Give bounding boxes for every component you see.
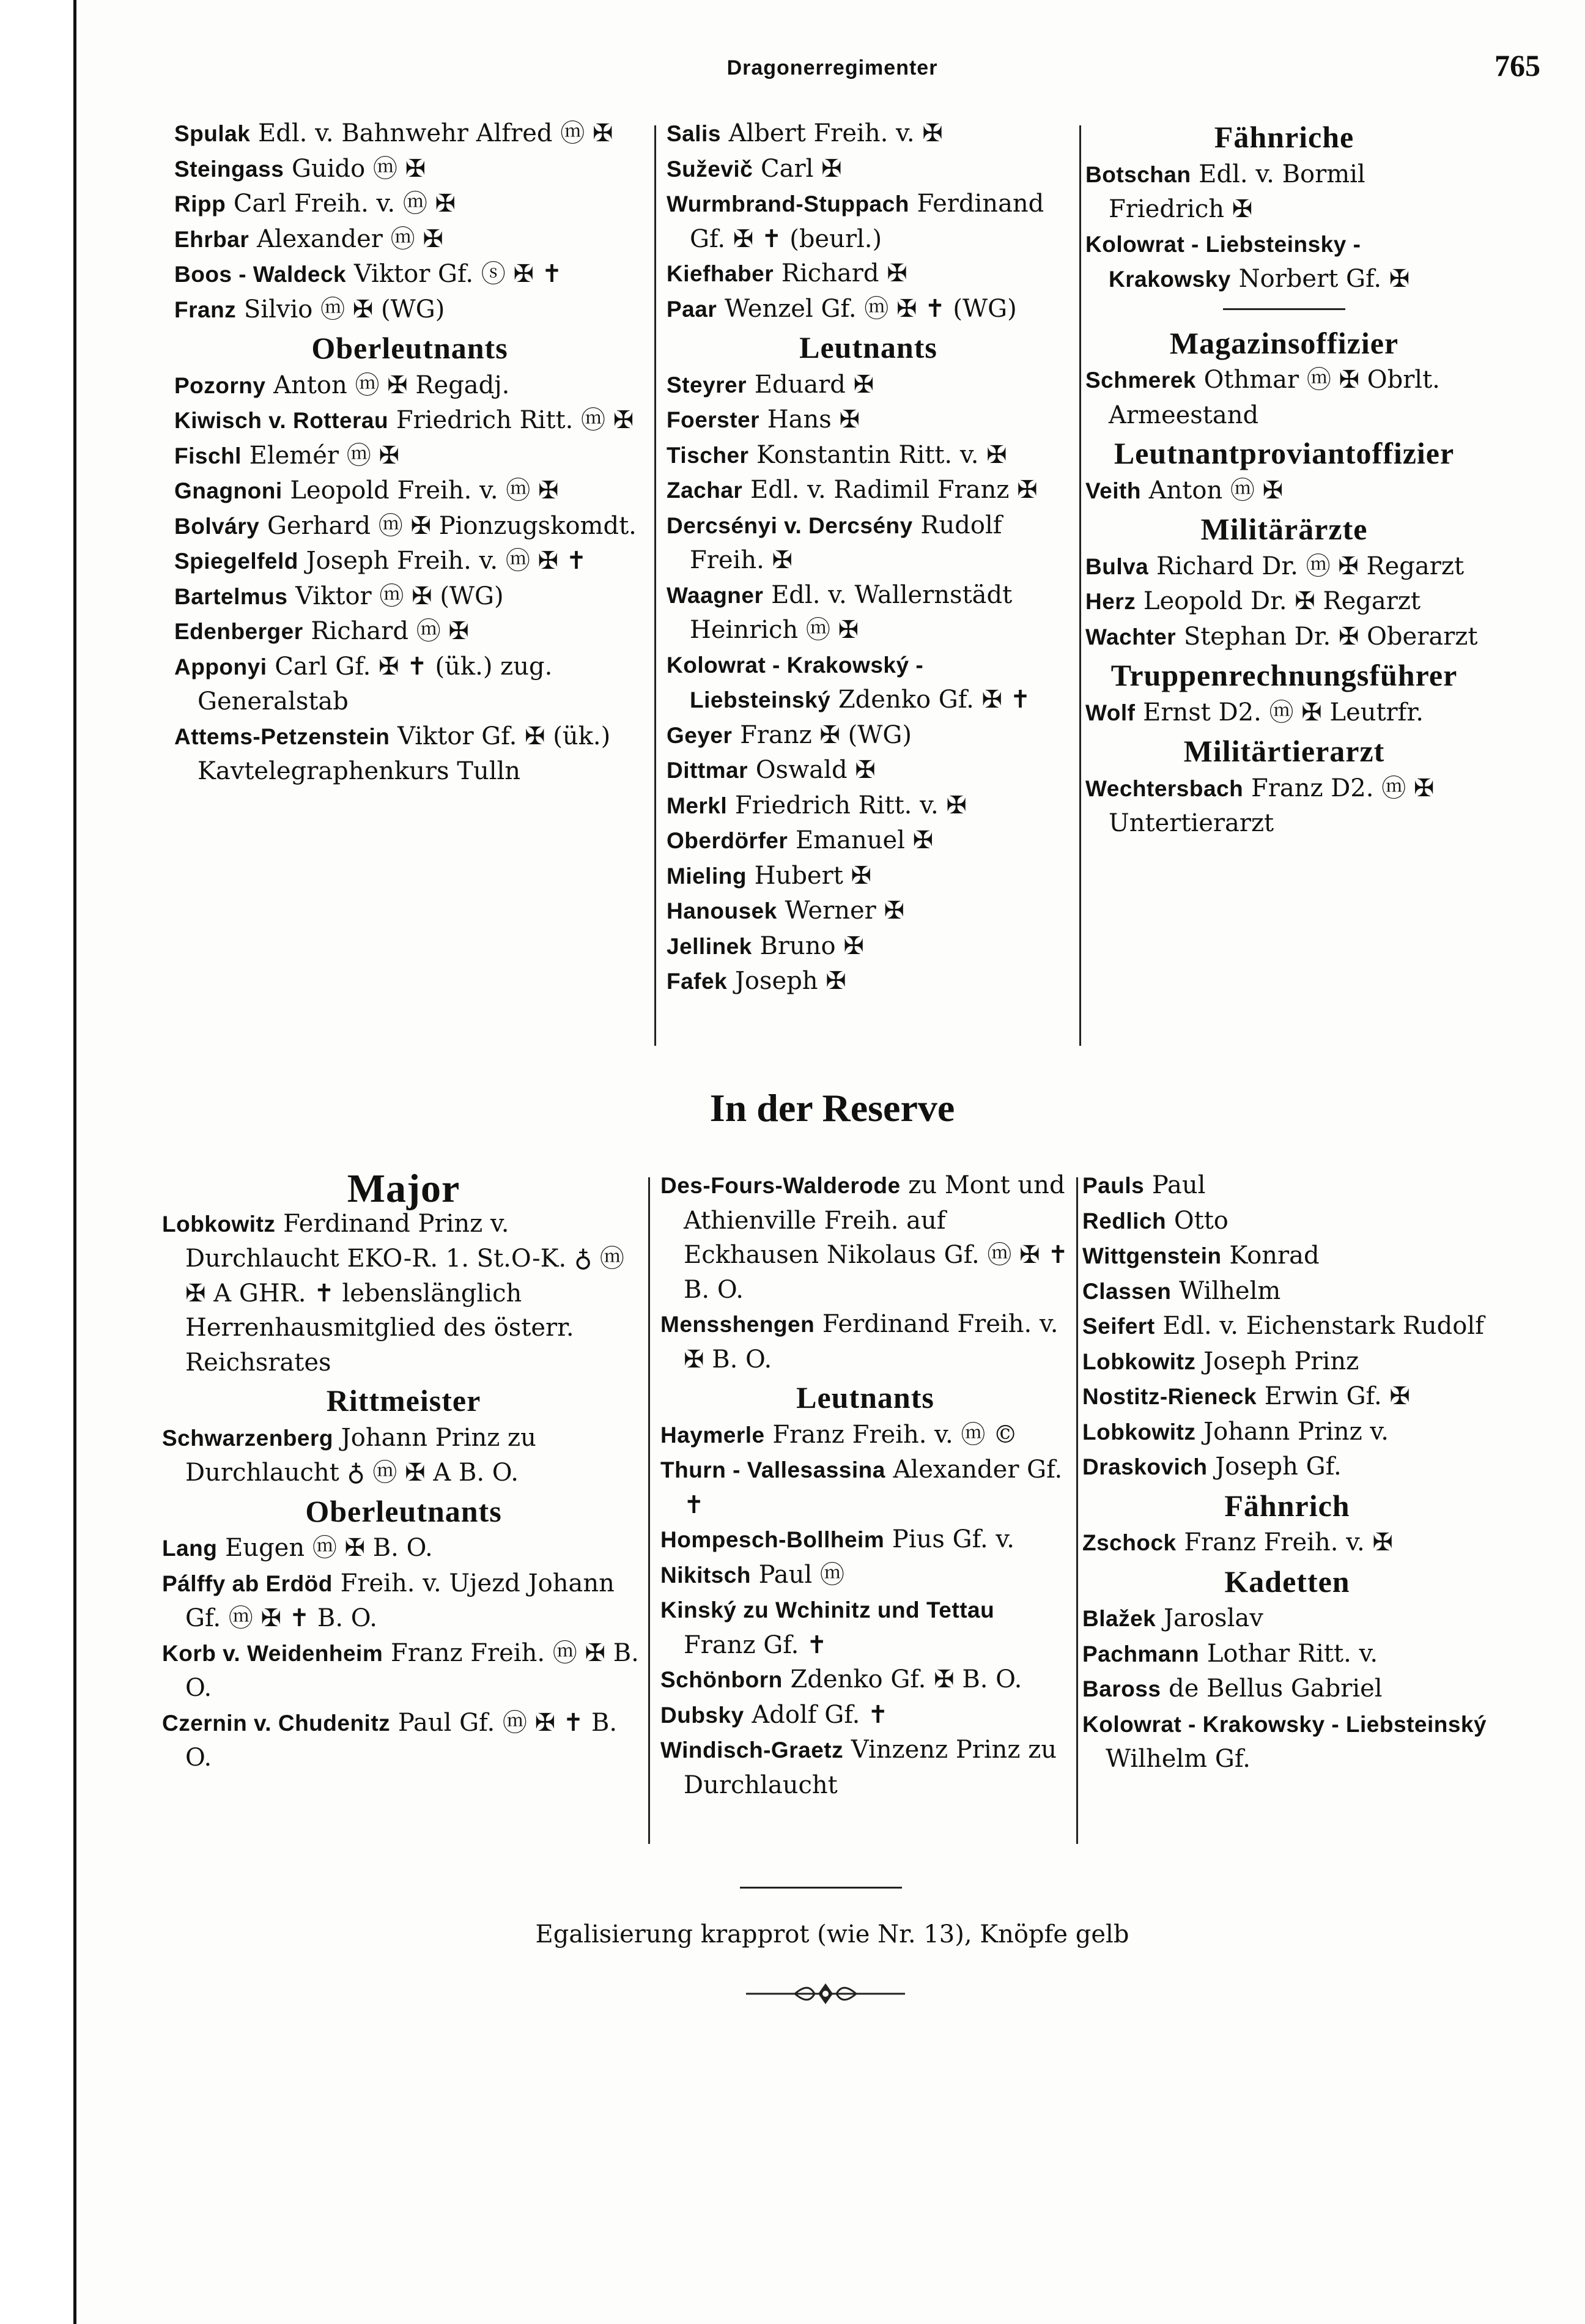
roster-entry — [1085, 549, 1483, 585]
officer-surname: Pozorny — [174, 372, 266, 398]
officer-surname: Nikitsch — [660, 1562, 751, 1588]
officer-details: Viktor ⓜ ✠ (WG) — [287, 582, 504, 610]
officer-surname: Steyrer — [667, 372, 747, 398]
officer-surname: Ripp — [174, 191, 226, 216]
reserve-leutnants-list — [660, 1418, 1070, 1803]
faehnrich-list — [1082, 1525, 1492, 1561]
officer-surname: Pálffy ab Erdöd — [162, 1571, 333, 1596]
column-2-active — [667, 116, 1070, 999]
officer-surname: Czernin v. Chudenitz — [162, 1710, 391, 1736]
footer-note: Egalisierung krapprot (wie Nr. 13), Knöpfe gelb — [535, 1920, 1129, 1948]
reserve-title: In der Reserve — [709, 1086, 955, 1130]
officer-details: Werner ✠ — [777, 897, 904, 925]
officer-surname: Fischl — [174, 443, 242, 468]
officer-details: Carl ✠ — [753, 154, 842, 183]
officer-details: Carl Freih. v. ⓜ ✠ — [226, 190, 456, 218]
officer-details: Eugen ⓜ ✠ B. O. — [217, 1534, 433, 1562]
roster-entry — [660, 1452, 1070, 1522]
officer-details: Leopold Dr. ✠ Regarzt — [1136, 587, 1421, 615]
officer-surname: Pachmann — [1082, 1641, 1200, 1667]
officer-details: Pius Gf. v. — [884, 1525, 1014, 1553]
oberleutnants-list — [174, 368, 645, 789]
officer-details: Vinzenz Prinz zu Durchlaucht — [684, 1736, 1065, 1799]
officer-surname: Edenberger — [174, 619, 303, 644]
running-head: Dragonerregimenter — [726, 56, 938, 80]
officer-details: Ernst D2. ⓜ ✠ Leutrfr. — [1135, 698, 1424, 727]
roster-entry — [162, 1531, 645, 1566]
officer-details: Othmar ⓜ ✠ Obrlt. Armeestand — [1109, 366, 1448, 429]
officer-details: Joseph Freih. v. ⓜ ✠ ✝ — [298, 547, 587, 575]
officer-details: Oswald ✠ — [748, 756, 876, 784]
officer-details: Richard Dr. ⓜ ✠ Regarzt — [1148, 552, 1465, 580]
officer-details: Wenzel Gf. ⓜ ✠ ✝ (WG) — [717, 294, 1017, 323]
officer-surname: Haymerle — [660, 1422, 765, 1448]
officer-details: Elemér ⓜ ✠ — [241, 441, 399, 470]
roster-entry — [162, 1566, 645, 1636]
officer-surname: Bulva — [1085, 553, 1149, 579]
officer-surname: Redlich — [1082, 1208, 1167, 1234]
officer-surname: Geyer — [667, 722, 733, 748]
roster-entry — [174, 614, 645, 649]
roster-entry — [1085, 473, 1483, 509]
officer-surname: Attems-Petzenstein — [174, 723, 390, 749]
roster-entry — [667, 116, 1070, 152]
column-1-reserve — [162, 1168, 645, 1775]
officer-surname: Botschan — [1085, 161, 1191, 187]
major-list — [162, 1207, 645, 1380]
roster-entry — [174, 473, 645, 509]
roster-entry — [667, 402, 1070, 438]
officer-details: Leopold Freih. v. ⓜ ✠ — [282, 476, 559, 505]
roster-entry — [1082, 1238, 1492, 1274]
officer-details: Viktor Gf. ⓢ ✠ ✝ — [346, 260, 563, 288]
officer-surname: Salis — [667, 121, 721, 146]
roster-entry — [667, 578, 1070, 648]
officer-details: Franz D2. ⓜ ✠ Untertierarzt — [1109, 774, 1443, 837]
officer-details: Franz Freih. v. ✠ — [1176, 1528, 1393, 1556]
officer-details: Johann Prinz v. — [1195, 1417, 1389, 1446]
officer-surname: Kolowrat - Krakowsky - Liebsteinský — [1082, 1711, 1487, 1737]
officer-details: Alexander ⓜ ✠ — [249, 224, 443, 253]
officer-surname: Dercsényi v. Dercsény — [667, 513, 913, 538]
faehnriche-list — [1085, 157, 1483, 297]
column-3-active — [1085, 116, 1483, 841]
officer-surname: Blažek — [1082, 1606, 1156, 1631]
officer-details: Albert Freih. v. ✠ — [720, 119, 943, 147]
officer-surname: Waagner — [667, 582, 764, 608]
officer-surname: Draskovich — [1082, 1454, 1208, 1479]
officer-details: Jaroslav — [1156, 1604, 1263, 1632]
officer-details: Alexander Gf. ✝ — [684, 1456, 1070, 1519]
officer-details: Lothar Ritt. v. — [1199, 1639, 1378, 1668]
officer-details: Zdenko Gf. ✠ B. O. — [782, 1665, 1022, 1693]
leutnants-list — [667, 368, 1070, 999]
roster-entry — [1082, 1379, 1492, 1415]
roster-entry — [162, 1421, 645, 1490]
roster-entry — [1082, 1449, 1492, 1485]
officer-surname: Jellinek — [667, 933, 752, 959]
officer-details: Paul ⓜ — [750, 1560, 844, 1589]
officer-surname: Thurn - Vallesassina — [660, 1457, 885, 1482]
column-3-reserve — [1082, 1168, 1492, 1777]
officer-surname: Schmerek — [1085, 368, 1196, 393]
officer-details: Wilhelm Gf. — [1106, 1709, 1494, 1773]
officer-surname: Lobkowitz — [162, 1211, 276, 1237]
roster-entry — [667, 859, 1070, 894]
officer-details: Hubert ✠ — [746, 861, 872, 890]
page-number: 765 — [1494, 48, 1540, 83]
officer-details: Adolf Gf. ✝ — [744, 1700, 889, 1729]
column-divider — [1076, 1177, 1078, 1844]
officer-surname: Franz — [174, 297, 237, 322]
officer-surname: Ehrbar — [174, 226, 249, 252]
roster-entry — [1082, 1204, 1492, 1239]
officer-surname: Suževič — [667, 156, 753, 182]
officer-surname: Classen — [1082, 1278, 1172, 1304]
roster-entry — [1085, 157, 1483, 227]
column-2-reserve — [660, 1168, 1076, 1802]
officer-details: Gerhard ⓜ ✠ Pionzugskomdt. — [259, 511, 637, 540]
footer-rule — [740, 1887, 902, 1889]
officer-surname: Steingass — [174, 156, 284, 182]
roster-entry — [1085, 620, 1483, 655]
officer-surname: Lang — [162, 1536, 218, 1561]
officer-details: Carl Gf. ✠ ✝ (ük.) zug. Generalstab — [198, 652, 561, 716]
roster-entry — [667, 648, 1070, 718]
roster-entry — [1082, 1274, 1492, 1309]
officer-surname: Gnagnoni — [174, 478, 283, 503]
roster-entry — [174, 403, 645, 439]
roster-entry — [1085, 695, 1483, 731]
officer-details: Guido ⓜ ✠ — [284, 154, 426, 183]
roster-entry — [660, 1733, 1070, 1802]
roster-entry — [1085, 584, 1483, 620]
rittmeister-list — [162, 1421, 645, 1490]
section-header-leutnantproviantoffizier: Leutnantproviantoffizier — [1114, 436, 1455, 470]
officer-details: Hans ✠ — [759, 405, 860, 434]
officer-surname: Foerster — [667, 407, 760, 432]
officer-surname: Dubsky — [660, 1702, 744, 1728]
roster-entry — [174, 719, 645, 789]
officer-surname: Kolowrat - Krakowský - Liebsteinský — [667, 652, 930, 712]
active-officers-list — [174, 116, 645, 327]
active-officers-list — [667, 116, 1070, 327]
officer-surname: Apponyi — [174, 654, 267, 679]
roster-entry — [1085, 771, 1483, 841]
roster-entry — [174, 368, 645, 404]
officer-details: Konrad — [1221, 1242, 1320, 1270]
officer-details: Joseph Prinz — [1195, 1347, 1359, 1375]
militaeraerzte-list — [1085, 549, 1483, 655]
roster-entry — [1082, 1525, 1492, 1561]
roster-entry — [174, 544, 645, 579]
officer-surname: Lobkowitz — [1082, 1419, 1196, 1445]
roster-entry — [174, 649, 645, 719]
officer-details: Edl. v. Wallernstädt Heinrich ⓜ ✠ — [690, 580, 1020, 644]
officer-surname: Hanousek — [667, 898, 777, 923]
officer-details: de Bellus Gabriel — [1161, 1675, 1383, 1703]
column-divider — [648, 1177, 650, 1844]
proviantoffizier-list — [1085, 473, 1483, 509]
officer-details: Friedrich Ritt. ⓜ ✠ — [388, 406, 634, 434]
roster-entry — [162, 1207, 645, 1380]
officer-details: Anton ⓜ ✠ Regadj. — [265, 371, 510, 399]
section-header-kadetten: Kadetten — [1224, 1564, 1350, 1599]
roster-entry — [1085, 227, 1483, 297]
officer-details: Bruno ✠ — [752, 931, 864, 960]
officer-surname: Wolf — [1085, 700, 1136, 725]
officer-surname: Seifert — [1082, 1314, 1155, 1339]
roster-entry — [660, 1168, 1076, 1307]
officer-surname: Spulak — [174, 121, 251, 146]
roster-entry — [667, 438, 1070, 473]
roster-entry — [660, 1307, 1070, 1377]
roster-entry — [174, 257, 645, 292]
officer-surname: Lobkowitz — [1082, 1349, 1196, 1374]
officer-details: Friedrich Ritt. v. ✠ — [727, 791, 967, 820]
officer-surname: Baross — [1082, 1676, 1161, 1701]
officer-surname: Veith — [1085, 478, 1141, 503]
roster-entry — [660, 1662, 1070, 1698]
reserve-oberleutnants-list — [162, 1531, 645, 1775]
officer-surname: Bartelmus — [174, 583, 288, 609]
officer-surname: Mieling — [667, 863, 747, 889]
officer-surname: Zschock — [1082, 1530, 1177, 1555]
officer-surname: Wachter — [1085, 624, 1177, 649]
officer-details: Viktor Gf. ✠ (ük.) Kavtelegraphenkurs Tulln — [198, 722, 618, 785]
officer-surname: Nostitz-Rieneck — [1082, 1384, 1257, 1409]
section-rule — [1223, 308, 1345, 310]
officer-details: Paul Gf. ⓜ ✠ ✝ B. O. — [185, 1708, 625, 1772]
officer-surname: Schönborn — [660, 1667, 783, 1692]
officer-surname: Schwarzenberg — [162, 1425, 333, 1451]
officer-details: Emanuel ✠ — [788, 826, 934, 854]
officer-surname: Des-Fours-Walderode — [660, 1173, 901, 1198]
section-header-militaeraerzte: Militärärzte — [1200, 512, 1368, 546]
roster-entry — [667, 718, 1070, 753]
roster-entry — [667, 929, 1070, 964]
officer-details: Silvio ⓜ ✠ (WG) — [236, 295, 445, 324]
roster-entry — [1082, 1309, 1492, 1344]
officer-details: Ferdinand Freih. v. ✠ B. O. — [684, 1310, 1066, 1374]
officer-surname: Paar — [667, 296, 717, 322]
officer-details: Ferdinand Prinz v. Durchlaucht EKO-R. 1. St.O-K. ♁ ⓜ ✠ A GHR. ✝ lebenslänglich Herrenhausmitglied des österr. Reichsrates — [185, 1209, 632, 1377]
roster-entry — [667, 894, 1070, 929]
officer-details: Edl. v. Radimil Franz ✠ — [742, 476, 1038, 504]
officer-surname: Oberdörfer — [667, 828, 788, 853]
officer-details: Rudolf Freih. ✠ — [690, 511, 1010, 574]
officer-details: Edl. v. Bahnwehr Alfred ⓜ ✠ — [250, 119, 613, 147]
officer-surname: Boos - Waldeck — [174, 262, 347, 287]
section-header-faehnriche: Fähnriche — [1214, 120, 1354, 154]
roster-entry — [1082, 1637, 1492, 1672]
roster-entry — [667, 753, 1070, 788]
officer-details: Anton ⓜ ✠ — [1140, 476, 1284, 505]
roster-entry — [667, 368, 1070, 403]
officer-details: Franz Freih. v. ⓜ © — [764, 1420, 1018, 1449]
section-header-major: Major — [347, 1166, 460, 1211]
officer-surname: Dittmar — [667, 758, 748, 783]
officer-details: Ferdinand Gf. ✠ ✝ (beurl.) — [690, 190, 1052, 253]
militaertierarzt-list — [1085, 771, 1483, 841]
roster-entry — [667, 823, 1070, 859]
officer-details: Franz ✠ (WG) — [732, 720, 912, 749]
officer-details: Edl. v. Eichenstark Rudolf — [1155, 1312, 1484, 1340]
roster-entry — [660, 1522, 1070, 1558]
officer-details: Paul — [1144, 1171, 1206, 1199]
roster-entry — [174, 439, 645, 474]
officer-details: zu Mont und Athienville Freih. auf Eckhausen Nikolaus Gf. ⓜ ✠ ✝ B. O. — [684, 1171, 1076, 1304]
roster-entry — [174, 222, 645, 257]
officer-surname: Kiwisch v. Rotterau — [174, 408, 389, 433]
column-divider — [654, 125, 656, 1046]
kadetten-list — [1082, 1601, 1492, 1777]
roster-entry — [1082, 1415, 1492, 1450]
roster-entry — [1085, 363, 1483, 432]
officer-details: Konstantin Ritt. v. ✠ — [748, 440, 1007, 469]
officer-details: Richard ✠ — [774, 259, 907, 287]
officer-surname: Wurmbrand-Stuppach — [667, 191, 909, 216]
section-header-rittmeister: Rittmeister — [326, 1383, 481, 1418]
officer-surname: Kinský zu Wchinitz und Tettau — [660, 1597, 995, 1623]
officer-details: Richard ⓜ ✠ — [303, 617, 469, 645]
section-header-magazinsoffizier: Magazinsoffizier — [1169, 325, 1399, 360]
officer-surname: Herz — [1085, 589, 1136, 614]
officer-details: Joseph Gf. — [1207, 1452, 1342, 1481]
magazinsoffizier-list — [1085, 363, 1483, 432]
roster-entry — [174, 187, 645, 222]
officer-surname: Zachar — [667, 478, 743, 503]
officer-details: Erwin Gf. ✠ — [1257, 1382, 1410, 1410]
roster-entry — [660, 1593, 1070, 1662]
roster-entry — [162, 1636, 645, 1706]
section-header-militaertierarzt: Militärtierarzt — [1183, 734, 1385, 768]
officer-surname: Wittgenstein — [1082, 1243, 1222, 1268]
rechnungsfuehrer-list — [1085, 695, 1483, 731]
officer-surname: Merkl — [667, 793, 728, 818]
roster-entry — [667, 152, 1070, 187]
officer-details: Franz Gf. ✝ — [684, 1596, 1002, 1659]
roster-entry — [1082, 1707, 1492, 1777]
officer-details: Eduard ✠ — [747, 370, 874, 399]
officer-surname: Pauls — [1082, 1173, 1145, 1198]
roster-entry — [667, 187, 1070, 256]
reserve-officers-list — [660, 1168, 1076, 1377]
roster-entry — [667, 256, 1070, 292]
officer-details: Edl. v. Bormil Friedrich ✠ — [1109, 160, 1373, 223]
officer-details: Johann Prinz zu Durchlaucht ♁ ⓜ ✠ A B. O. — [185, 1423, 544, 1487]
officer-surname: Wechtersbach — [1085, 775, 1244, 801]
section-header-truppenrechnungsfuehrer: Truppenrechnungsführer — [1110, 658, 1458, 692]
officer-details: Freih. v. Ujezd Johann Gf. ⓜ ✠ ✝ B. O. — [185, 1569, 623, 1632]
ornament-divider-icon — [746, 1978, 905, 2009]
section-header-faehnrich: Fähnrich — [1224, 1488, 1350, 1523]
officer-details: Otto — [1166, 1206, 1228, 1235]
roster-entry — [1082, 1168, 1492, 1204]
roster-entry — [660, 1558, 1070, 1593]
officer-details: Zdenko Gf. ✠ ✝ — [830, 686, 1031, 714]
officer-surname: Kolowrat - Liebsteinsky - Krakowsky — [1085, 231, 1368, 292]
reserve-officers-list — [1082, 1168, 1492, 1485]
roster-entry — [667, 508, 1070, 578]
roster-entry — [667, 473, 1070, 508]
officer-details: Norbert Gf. ✠ — [1230, 265, 1410, 293]
roster-entry — [660, 1698, 1070, 1733]
officer-details: Joseph ✠ — [727, 967, 846, 995]
roster-entry — [174, 509, 645, 544]
officer-surname: Bolváry — [174, 513, 260, 539]
page — [73, 0, 1585, 2324]
officer-details: Wilhelm — [1171, 1276, 1281, 1305]
roster-entry — [174, 579, 645, 615]
roster-entry — [1082, 1601, 1492, 1637]
roster-entry — [660, 1418, 1070, 1453]
roster-entry — [667, 788, 1070, 824]
officer-surname: Fafek — [667, 969, 728, 994]
column-divider — [1079, 125, 1081, 1046]
section-header-reserve-leutnants: Leutnants — [796, 1380, 934, 1415]
roster-entry — [174, 152, 645, 187]
roster-entry — [174, 292, 645, 328]
officer-surname: Tischer — [667, 442, 749, 468]
roster-entry — [1082, 1671, 1492, 1707]
officer-surname: Hompesch-Bollheim — [660, 1527, 885, 1552]
section-header-oberleutnants: Oberleutnants — [311, 331, 508, 365]
roster-entry — [162, 1706, 645, 1775]
officer-surname: Mensshengen — [660, 1312, 815, 1337]
officer-surname: Spiegelfeld — [174, 549, 298, 574]
officer-details: Stephan Dr. ✠ Oberarzt — [1176, 622, 1478, 651]
officer-surname: Windisch-Graetz — [660, 1737, 844, 1763]
column-1-active — [174, 116, 645, 789]
section-header-reserve-oberleutnants: Oberleutnants — [305, 1493, 502, 1528]
roster-entry — [667, 964, 1070, 999]
roster-entry — [667, 292, 1070, 327]
officer-details: Franz Freih. ⓜ ✠ B. O. — [185, 1638, 647, 1702]
officer-surname: Kiefhaber — [667, 261, 774, 286]
officer-surname: Korb v. Weidenheim — [162, 1640, 383, 1666]
section-header-leutnants: Leutnants — [799, 330, 937, 365]
roster-entry — [174, 116, 645, 152]
roster-entry — [1082, 1344, 1492, 1380]
